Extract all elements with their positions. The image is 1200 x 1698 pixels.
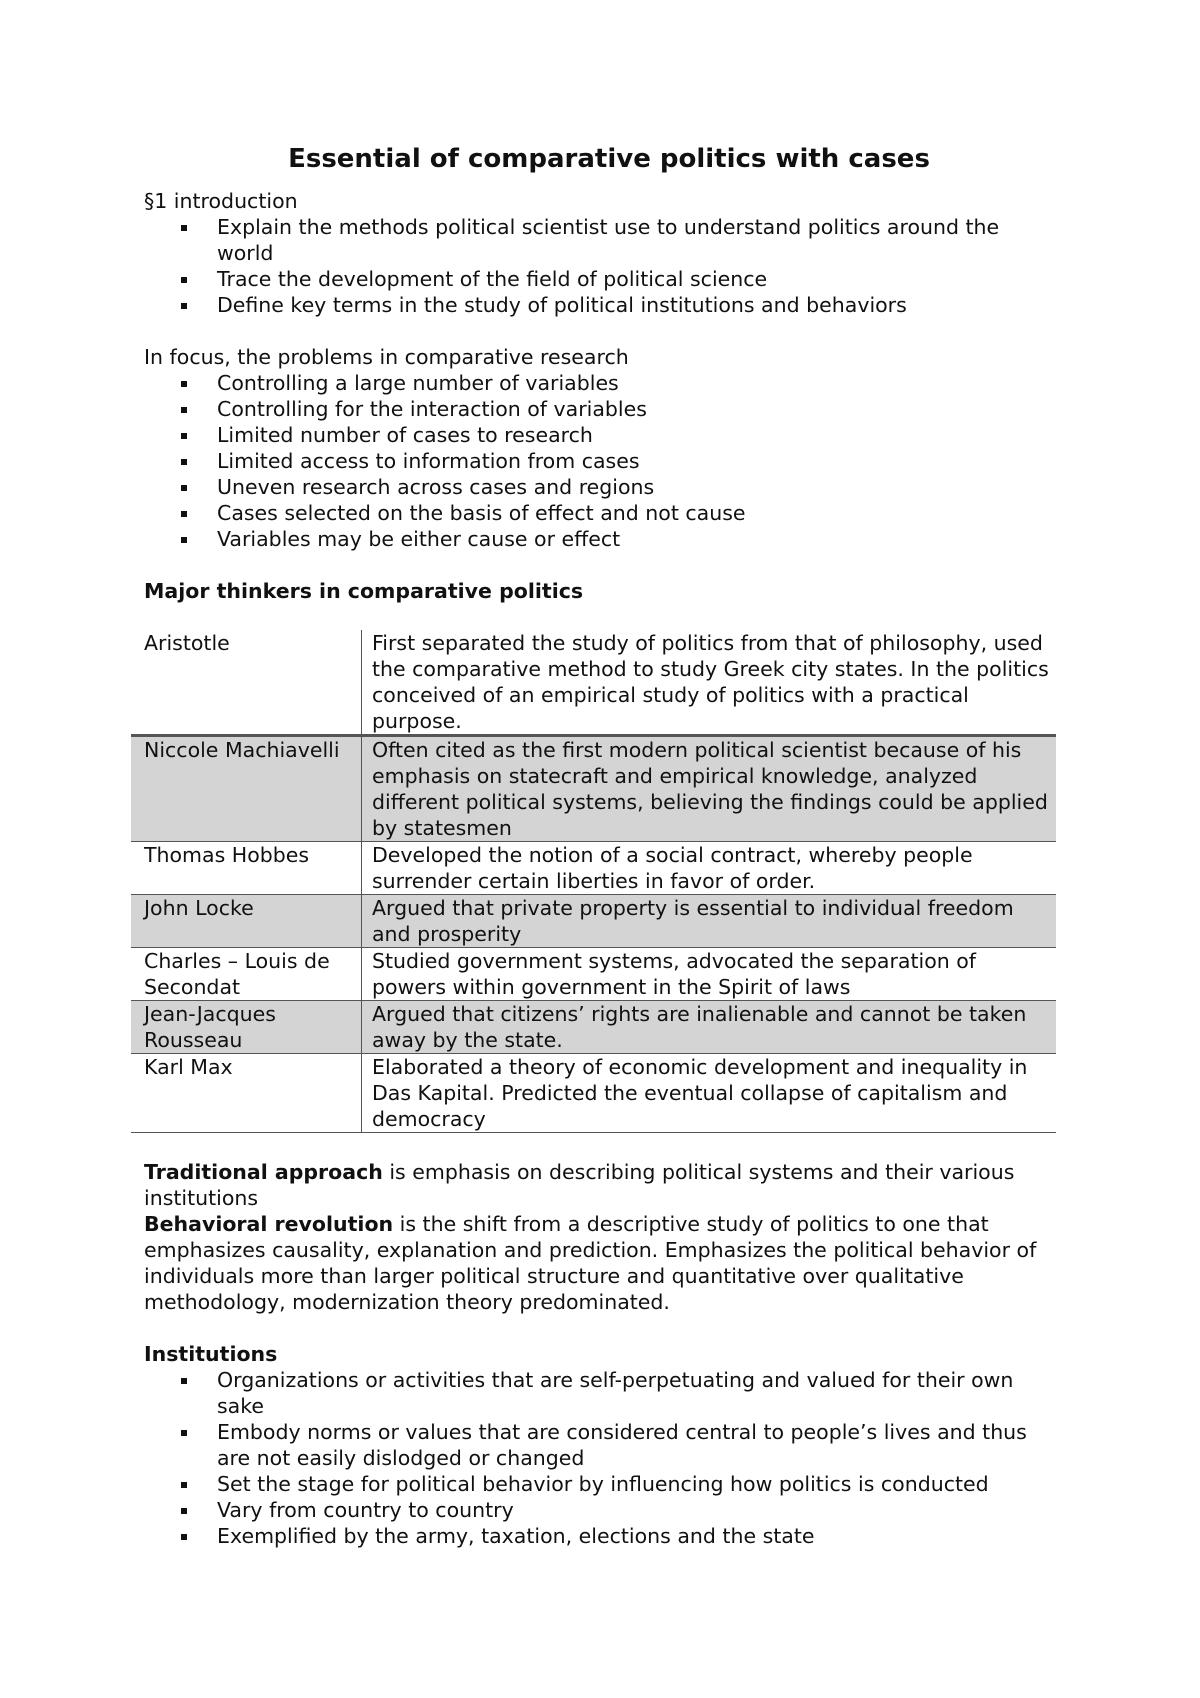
thinkers-heading: Major thinkers in comparative politics	[144, 579, 584, 603]
traditional-approach-term: Traditional approach	[144, 1160, 383, 1184]
thinker-description: Studied government systems, advocated the separation of powers within government in the Spirit of laws	[362, 948, 1057, 1001]
table-row	[131, 842, 1056, 895]
list-item: Controlling for the interaction of variables	[217, 396, 1054, 422]
table-row	[131, 895, 1056, 948]
spacer	[144, 318, 1054, 344]
thinkers-table	[131, 630, 1056, 1133]
square-bullet-icon	[181, 277, 187, 283]
thinker-name: Thomas Hobbes	[131, 842, 362, 895]
list-item: Controlling a large number of variables	[217, 370, 1054, 396]
thinker-name: Karl Max	[131, 1054, 362, 1133]
table-row	[131, 736, 1056, 842]
thinker-description: Often cited as the first modern political scientist because of his emphasis on statecraft and empirical knowledge, analyzed different political systems, believing the findings could be applied by statesmen	[362, 736, 1057, 842]
thinker-name: Jean-Jacques Rousseau	[131, 1001, 362, 1054]
thinker-description: Argued that private property is essential to individual freedom and prosperity	[362, 895, 1057, 948]
square-bullet-icon	[181, 459, 187, 465]
thinker-description: Argued that citizens’ rights are inalienable and cannot be taken away by the state.	[362, 1001, 1057, 1054]
list-item: Limited access to information from cases	[217, 448, 1054, 474]
list-item: Explain the methods political scientist use to understand politics around the world	[217, 214, 1054, 266]
square-bullet-icon	[181, 407, 187, 413]
spacer	[144, 1315, 1054, 1341]
square-bullet-icon	[181, 1430, 187, 1436]
thinker-description: Elaborated a theory of economic development and inequality in Das Kapital. Predicted the eventual collapse of capitalism and democracy	[362, 1054, 1057, 1133]
table-row	[131, 1001, 1056, 1054]
square-bullet-icon	[181, 537, 187, 543]
square-bullet-icon	[181, 381, 187, 387]
table-row	[131, 948, 1056, 1001]
focus-list	[144, 370, 1054, 552]
spacer	[144, 604, 1054, 630]
thinker-name: Aristotle	[131, 630, 362, 736]
list-item: Set the stage for political behavior by influencing how politics is conducted	[217, 1471, 1054, 1497]
square-bullet-icon	[181, 511, 187, 517]
list-item: Organizations or activities that are self-perpetuating and valued for their own sake	[217, 1367, 1054, 1419]
intro-label: §1 introduction	[144, 189, 298, 213]
square-bullet-icon	[181, 225, 187, 231]
traditional-approach-text: is emphasis on describing political systems and their various institutions	[144, 1160, 1015, 1210]
square-bullet-icon	[181, 303, 187, 309]
thinker-name: Niccole Machiavelli	[131, 736, 362, 842]
document-page	[144, 142, 1054, 1549]
square-bullet-icon	[181, 1508, 187, 1514]
list-item: Vary from country to country	[217, 1497, 1054, 1523]
thinker-name: John Locke	[131, 895, 362, 948]
list-item: Trace the development of the field of political science	[217, 266, 1054, 292]
thinker-name: Charles – Louis de Secondat	[131, 948, 362, 1001]
square-bullet-icon	[181, 485, 187, 491]
square-bullet-icon	[181, 1482, 187, 1488]
behavioral-revolution-paragraph	[144, 1211, 1054, 1315]
traditional-approach-paragraph	[144, 1159, 1054, 1211]
square-bullet-icon	[181, 1534, 187, 1540]
list-item: Limited number of cases to research	[217, 422, 1054, 448]
institutions-heading: Institutions	[144, 1342, 278, 1366]
list-item: Cases selected on the basis of effect and not cause	[217, 500, 1054, 526]
thinker-description: First separated the study of politics from that of philosophy, used the comparative method to study Greek city states. In the politics conceived of an empirical study of politics with a practical purpose.	[362, 630, 1057, 736]
document-title: Essential of comparative politics with cases	[288, 144, 930, 174]
behavioral-revolution-text: is the shift from a descriptive study of politics to one that emphasizes causality, explanation and prediction. Emphasizes the political behavior of individuals more than larger political structure and quantitative over qualitative methodology, modernization theory predominated.	[144, 1212, 1037, 1314]
institutions-list	[144, 1367, 1054, 1549]
list-item: Embody norms or values that are considered central to people’s lives and thus are not easily dislodged or changed	[217, 1419, 1054, 1471]
behavioral-revolution-term: Behavioral revolution	[144, 1212, 394, 1236]
table-row	[131, 1054, 1056, 1133]
square-bullet-icon	[181, 1378, 187, 1384]
spacer	[144, 1133, 1054, 1159]
list-item: Uneven research across cases and regions	[217, 474, 1054, 500]
list-item: Variables may be either cause or effect	[217, 526, 1054, 552]
thinker-description: Developed the notion of a social contract, whereby people surrender certain liberties in favor of order.	[362, 842, 1057, 895]
intro-list	[144, 214, 1054, 318]
square-bullet-icon	[181, 433, 187, 439]
table-row	[131, 630, 1056, 736]
list-item: Define key terms in the study of political institutions and behaviors	[217, 292, 1054, 318]
list-item: Exemplified by the army, taxation, elections and the state	[217, 1523, 1054, 1549]
focus-label: In focus, the problems in comparative research	[144, 345, 629, 369]
spacer	[144, 552, 1054, 578]
